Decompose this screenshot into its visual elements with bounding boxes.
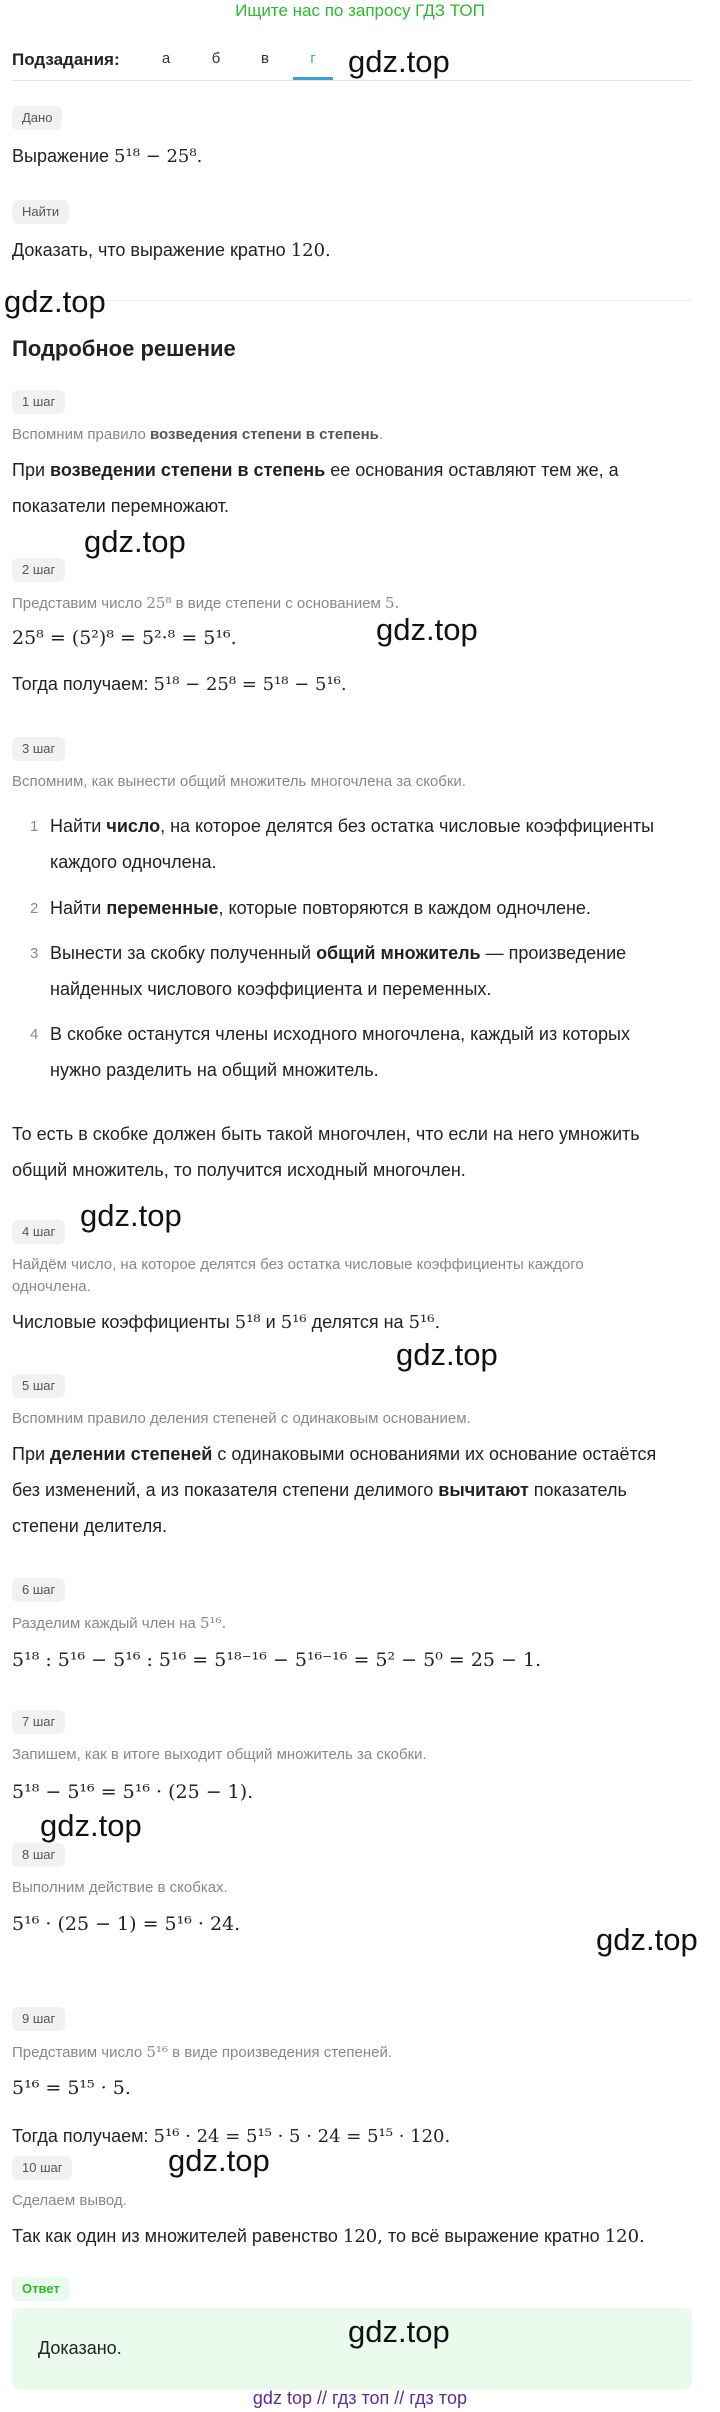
answer-text: Доказано. bbox=[38, 2338, 122, 2358]
list-item: Найти число, на которое делятся без остатка числовые коэффициенты каждого одночлена. bbox=[50, 816, 655, 872]
list-item-number: 2 bbox=[30, 900, 39, 917]
step-10-note: Сделаем вывод. bbox=[12, 2192, 127, 2209]
given-text: Выражение 5¹⁸ − 25⁸. bbox=[12, 146, 203, 167]
watermark: gdz.top bbox=[396, 1337, 498, 1372]
step-8-note: Выполним действие в скобках. bbox=[12, 1879, 228, 1896]
list-item-number: 1 bbox=[30, 818, 39, 835]
tab-a[interactable]: а bbox=[161, 50, 171, 67]
step-7-chip: 7 шаг bbox=[12, 1710, 65, 1734]
step-7-formula: 5¹⁸ − 5¹⁶ = 5¹⁶ · (25 − 1). bbox=[12, 1781, 254, 1803]
find-chip: Найти bbox=[12, 200, 69, 224]
subtasks-divider bbox=[12, 80, 692, 81]
answer-chip: Ответ bbox=[12, 2277, 70, 2301]
list-item: Найти переменные, которые повторяются в каждом одночлене. bbox=[50, 898, 591, 918]
step-6-chip: 6 шаг bbox=[12, 1578, 65, 1602]
subtasks-label: Подзадания: bbox=[12, 50, 120, 69]
step-2-chip: 2 шаг bbox=[12, 558, 65, 582]
step-4-text: Числовые коэффициенты 5¹⁸ и 5¹⁶ делятся на 5¹⁶. bbox=[12, 1312, 441, 1333]
footer-links[interactable]: gdz top // гдз топ // гдз тop bbox=[252, 2388, 468, 2408]
tab-v[interactable]: в bbox=[261, 50, 269, 67]
step-2-formula: 25⁸ = (5²)⁸ = 5²·⁸ = 5¹⁶. bbox=[12, 627, 237, 649]
step-2-note: Представим число 25⁸ в виде степени с основанием 5. bbox=[12, 594, 400, 612]
step-6-formula: 5¹⁸ : 5¹⁶ − 5¹⁶ : 5¹⁶ = 5¹⁸⁻¹⁶ − 5¹⁶⁻¹⁶ = 5² − 5⁰ = 25 − 1. bbox=[12, 1649, 542, 1671]
watermark: gdz.top bbox=[168, 2143, 270, 2178]
watermark: gdz.top bbox=[596, 1922, 698, 1957]
solution-title: Подробное решение bbox=[12, 336, 236, 361]
step-7-note: Запишем, как в итоге выходит общий множитель за скобки. bbox=[12, 1746, 427, 1763]
step-1-text: При возведении степени в степень ее основания оставляют тем же, а показатели перемножают. bbox=[12, 460, 619, 516]
watermark: gdz.top bbox=[348, 2314, 450, 2349]
given-expression: 5¹⁸ − 25⁸. bbox=[114, 146, 203, 167]
list-item: Вынести за скобку полученный общий множитель — произведение найденных числового коэффициента и переменных. bbox=[50, 943, 627, 999]
step-3-note: Вспомним, как вынести общий множитель многочлена за скобки. bbox=[12, 773, 466, 790]
step-10-chip: 10 шаг bbox=[12, 2156, 72, 2180]
step-8-chip: 8 шаг bbox=[12, 1843, 65, 1867]
list-item: В скобке останутся члены исходного многочлена, каждый из которых нужно разделить на общий множитель. bbox=[50, 1024, 630, 1080]
step-4-note: Найдём число, на которое делятся без остатка числовые коэффициенты каждого одночлена. bbox=[12, 1256, 584, 1295]
step-1-chip: 1 шаг bbox=[12, 390, 65, 414]
step-3-chip: 3 шаг bbox=[12, 737, 65, 761]
find-text: Доказать, что выражение кратно 120. bbox=[12, 240, 331, 261]
tab-b[interactable]: б bbox=[211, 50, 221, 67]
given-chip: Дано bbox=[12, 106, 62, 130]
section-divider bbox=[12, 300, 692, 301]
step-4-chip: 4 шаг bbox=[12, 1220, 65, 1244]
step-5-note: Вспомним правило деления степеней с одинаковым основанием. bbox=[12, 1410, 471, 1427]
step-2-result: Тогда получаем: 5¹⁸ − 25⁸ = 5¹⁸ − 5¹⁶. bbox=[12, 674, 347, 695]
step-5-chip: 5 шаг bbox=[12, 1374, 65, 1398]
watermark: gdz.top bbox=[80, 1198, 182, 1233]
watermark: gdz.top bbox=[84, 524, 186, 559]
find-expression: 120. bbox=[290, 240, 331, 261]
watermark: gdz.top bbox=[4, 284, 106, 319]
step-9-chip: 9 шаг bbox=[12, 2007, 65, 2031]
tab-g[interactable]: г bbox=[310, 50, 316, 67]
list-item-number: 3 bbox=[30, 945, 39, 962]
step-9-result: Тогда получаем: 5¹⁶ · 24 = 5¹⁵ · 5 · 24 = 5¹⁵ · 120. bbox=[12, 2126, 451, 2147]
step-9-formula: 5¹⁶ = 5¹⁵ · 5. bbox=[12, 2077, 131, 2099]
step-8-formula: 5¹⁶ · (25 − 1) = 5¹⁶ · 24. bbox=[12, 1913, 241, 1935]
step-5-text: При делении степеней с одинаковыми основаниями их основание остаётся без изменений, а из показателя степени делимого вычитают показатель степени делителя. bbox=[12, 1444, 657, 1536]
list-item-number: 4 bbox=[30, 1026, 39, 1043]
top-banner[interactable]: Ищите нас по запросу ГДЗ ТОП bbox=[235, 1, 485, 20]
watermark: gdz.top bbox=[376, 612, 478, 647]
step-6-note: Разделим каждый член на 5¹⁶. bbox=[12, 1614, 227, 1632]
step-1-note: Вспомним правило возведения степени в степень. bbox=[12, 426, 384, 443]
watermark: gdz.top bbox=[40, 1808, 142, 1843]
step-9-note: Представим число 5¹⁶ в виде произведения степеней. bbox=[12, 2043, 392, 2061]
step-10-text: Так как один из множителей равенство 120, то всё выражение кратно 120. bbox=[12, 2226, 645, 2247]
watermark: gdz.top bbox=[348, 44, 450, 79]
step-3-explanation: То есть в скобке должен быть такой многочлен, что если на него умножить общий множитель, то получится исходный многочлен. bbox=[12, 1124, 640, 1180]
